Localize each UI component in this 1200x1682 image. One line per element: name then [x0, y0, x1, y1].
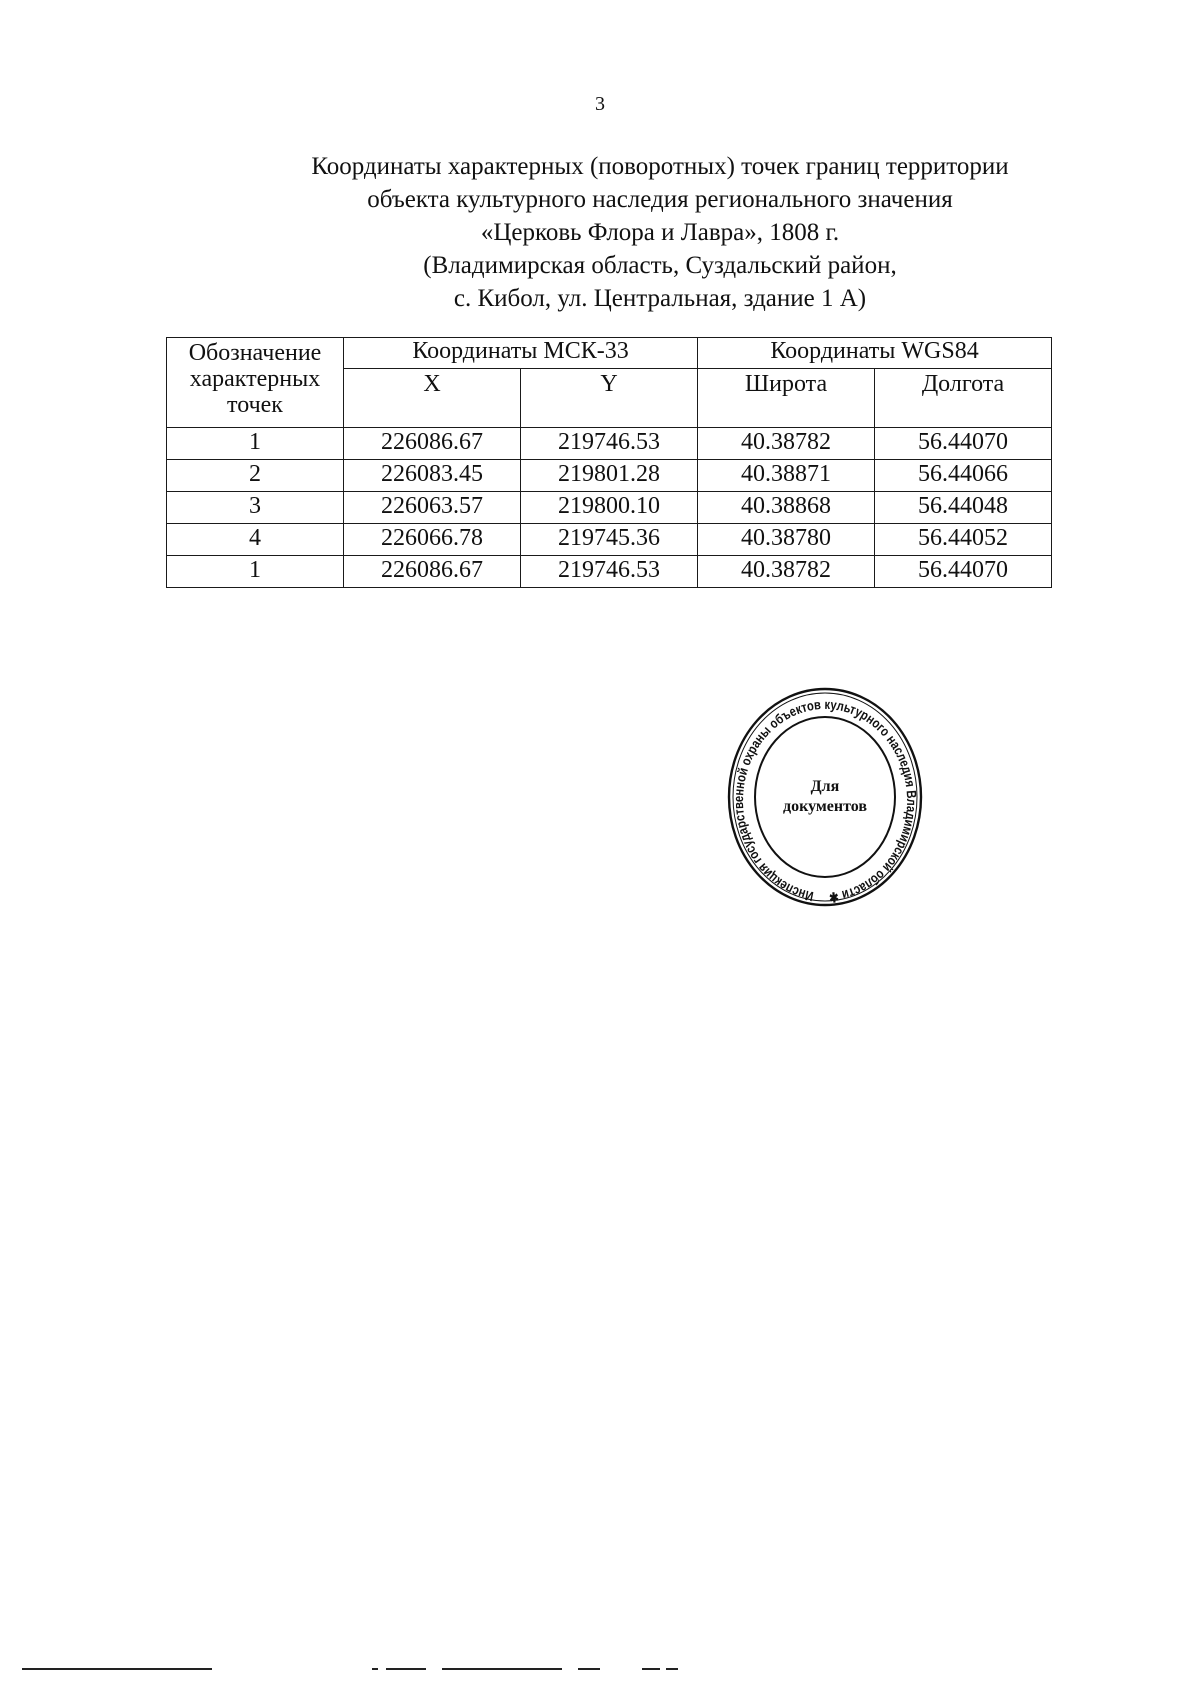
cell-x: 226083.45	[344, 460, 521, 492]
title-line-4: (Владимирская область, Суздальский район,	[423, 252, 897, 279]
stamp-center-line-2: документов	[783, 798, 867, 815]
cell-point: 4	[167, 524, 344, 556]
cell-lon: 56.44070	[875, 428, 1052, 460]
cell-lon: 56.44052	[875, 524, 1052, 556]
header-point-label: Обозначение характерных точек	[167, 338, 344, 428]
title-line-3: «Церковь Флора и Лавра», 1808 г.	[480, 219, 840, 246]
cell-lon: 56.44066	[875, 460, 1052, 492]
cell-lat: 40.38782	[698, 556, 875, 588]
footer-mark	[578, 1668, 600, 1670]
stamp-center-line-1: Для	[810, 778, 840, 795]
header-lon: Долгота	[875, 369, 1052, 428]
cell-point: 1	[167, 428, 344, 460]
official-stamp	[725, 685, 925, 910]
cell-lat: 40.38782	[698, 428, 875, 460]
cell-y: 219746.53	[521, 428, 698, 460]
cell-x: 226063.57	[344, 492, 521, 524]
cell-y: 219745.36	[521, 524, 698, 556]
cell-point: 1	[167, 556, 344, 588]
header-wgs-group: Координаты WGS84	[698, 338, 1052, 369]
title-line-5: с. Кибол, ул. Центральная, здание 1 А)	[453, 285, 867, 312]
table-row	[167, 428, 1052, 460]
title-line-1: Координаты характерных (поворотных) точек границ территории	[311, 153, 1009, 180]
footer-mark	[386, 1668, 426, 1670]
document-title	[160, 150, 1160, 315]
table-row	[167, 460, 1052, 492]
footer-mark	[642, 1668, 660, 1670]
cell-lat: 40.38871	[698, 460, 875, 492]
cell-lat: 40.38780	[698, 524, 875, 556]
footer-mark	[22, 1668, 212, 1670]
cell-point: 2	[167, 460, 344, 492]
page-number: 3	[595, 93, 605, 115]
cell-x: 226086.67	[344, 556, 521, 588]
table-header-row	[167, 338, 1052, 369]
table-row	[167, 524, 1052, 556]
title-line-2: объекта культурного наследия регионального значения	[367, 186, 953, 213]
table-row	[167, 492, 1052, 524]
header-x: X	[344, 369, 521, 428]
footer-mark	[666, 1668, 678, 1670]
stamp-inner-ring	[755, 717, 895, 877]
header-msk-group: Координаты МСК-33	[344, 338, 698, 369]
stamp-ring-textpath: Инспекция государственной охраны объектов культурного наследия Владимирской области ✱	[730, 696, 920, 906]
cell-lon: 56.44048	[875, 492, 1052, 524]
cell-point: 3	[167, 492, 344, 524]
footer-mark	[442, 1668, 562, 1670]
footer-scan-marks	[0, 1668, 1200, 1674]
cell-lon: 56.44070	[875, 556, 1052, 588]
cell-x: 226066.78	[344, 524, 521, 556]
cell-lat: 40.38868	[698, 492, 875, 524]
cell-y: 219746.53	[521, 556, 698, 588]
header-lat: Широта	[698, 369, 875, 428]
header-y: Y	[521, 369, 698, 428]
table-row	[167, 556, 1052, 588]
footer-mark	[372, 1668, 378, 1670]
coordinates-table	[166, 337, 1052, 588]
cell-x: 226086.67	[344, 428, 521, 460]
cell-y: 219801.28	[521, 460, 698, 492]
cell-y: 219800.10	[521, 492, 698, 524]
